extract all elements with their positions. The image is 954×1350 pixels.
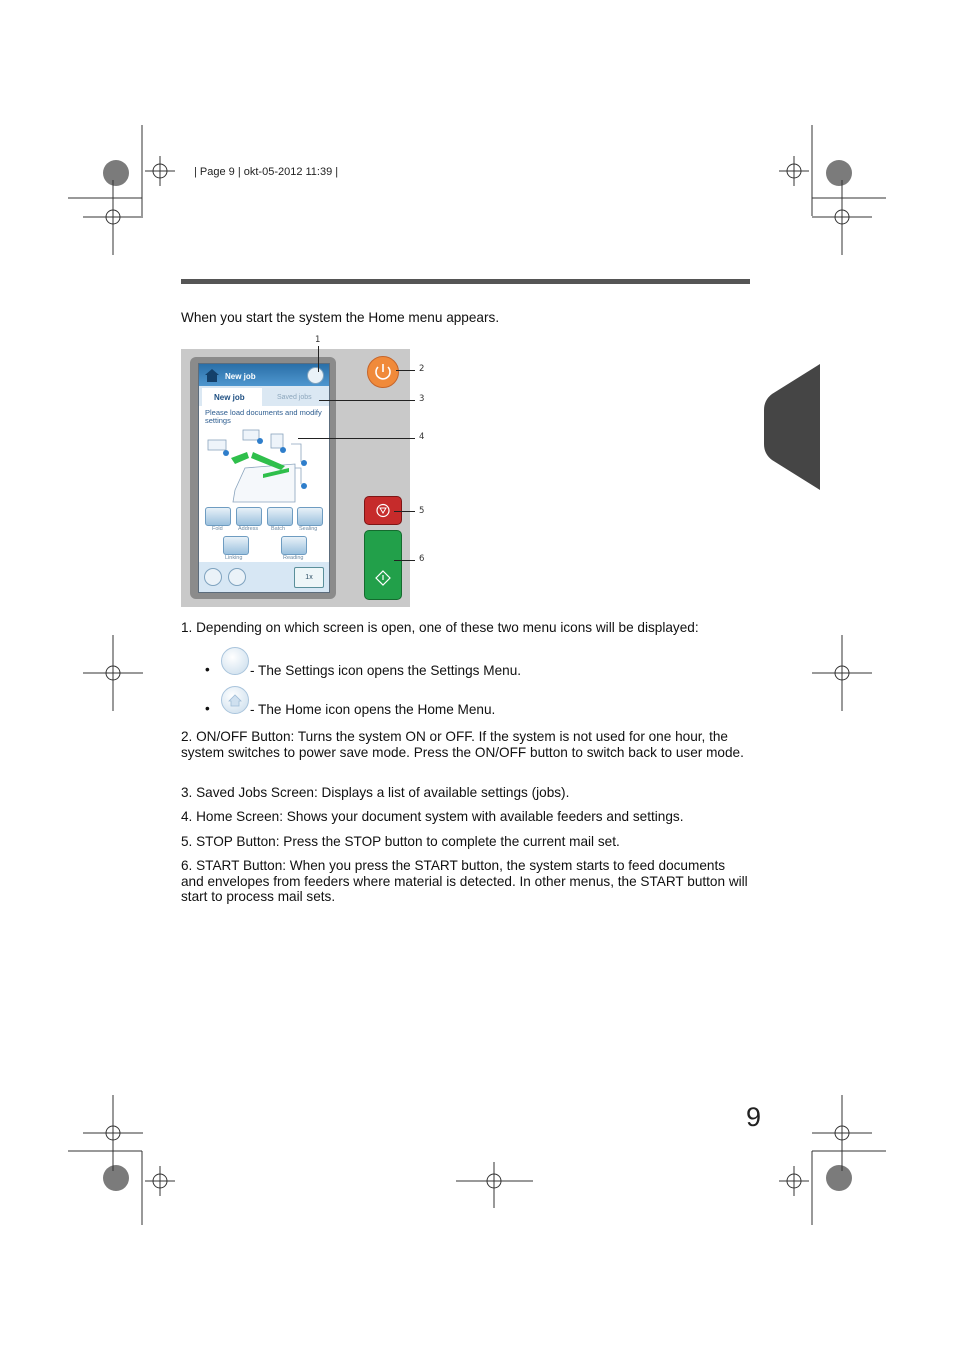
tile-label-address: Address — [238, 526, 259, 532]
callout-1: 1 — [315, 335, 321, 345]
power-icon — [368, 357, 398, 387]
item-2-text: 2. ON/OFF Button: Turns the system ON or OFF. If the system is not used for one hour, the system switches to power save mode. Press the ON/OFF button to switch back to user mode. — [181, 729, 744, 760]
callout-line-5 — [394, 511, 415, 512]
callout-line-3 — [319, 400, 415, 401]
item-4-text: 4. Home Screen: Shows your document system with available feeders and settings. — [181, 809, 684, 824]
intro-text: When you start the system the Home menu appears. — [181, 310, 500, 325]
mail-set-counter[interactable]: 1x — [294, 567, 324, 588]
page-number: 9 — [746, 1102, 762, 1132]
callout-line-2 — [396, 370, 415, 371]
item-1-text: 1. Depending on which screen is open, one of these two menu icons will be displayed: — [181, 620, 699, 635]
tile-label-linking: Linking — [225, 555, 243, 561]
tile-batch[interactable] — [267, 507, 293, 526]
tile-label-batch: Batch — [271, 526, 286, 532]
callout-2: 2 — [419, 364, 425, 374]
screen-message: Please load documents and modify settings — [205, 408, 322, 425]
callout-line-4 — [298, 438, 415, 439]
page-stamp: | Page 9 | okt-05-2012 11:39 | — [194, 166, 339, 178]
callout-line-6 — [394, 560, 415, 561]
tile-fold[interactable] — [205, 507, 231, 526]
inserter-diagram-icon — [205, 428, 323, 506]
callout-6: 6 — [419, 554, 425, 564]
item-6-text: 6. START Button: When you press the START button, the system starts to feed documents and envelopes from feeders where material is detected. In other menus, the START button will start to process mail sets. — [181, 858, 748, 904]
tile-address[interactable] — [236, 507, 262, 526]
home-icon-description: - The Home icon opens the Home Menu. — [250, 702, 496, 717]
tile-reading[interactable] — [281, 536, 307, 555]
tile-linking[interactable] — [223, 536, 249, 555]
bullet-settings: • — [205, 662, 210, 677]
callout-4: 4 — [419, 432, 425, 442]
section-rule — [181, 279, 750, 284]
settings-icon-description: - The Settings icon opens the Settings Menu. — [250, 663, 522, 678]
callout-line-1 — [318, 346, 319, 372]
screen-title: New job — [225, 372, 256, 381]
tab-saved-jobs-label[interactable]: Saved jobs — [277, 394, 312, 401]
tile-label-fold: Fold — [212, 526, 223, 532]
tile-label-sealing: Sealing — [299, 526, 318, 532]
power-button[interactable] — [367, 356, 399, 388]
settings-icon[interactable] — [307, 367, 324, 384]
home-icon — [204, 367, 220, 383]
home-menu-icon — [221, 686, 249, 714]
item-3-text: 3. Saved Jobs Screen: Displays a list of available settings (jobs). — [181, 785, 570, 800]
tab-new-job-label: New job — [214, 393, 245, 402]
trash-icon[interactable] — [204, 568, 222, 586]
callout-5: 5 — [419, 506, 425, 516]
bullet-home: • — [205, 701, 210, 716]
item-5-text: 5. STOP Button: Press the STOP button to complete the current mail set. — [181, 834, 620, 849]
save-icon[interactable] — [228, 568, 246, 586]
start-button[interactable] — [364, 530, 402, 600]
settings-icon — [221, 647, 249, 675]
start-icon — [365, 531, 401, 599]
tile-sealing[interactable] — [297, 507, 323, 526]
chapter-tab — [764, 364, 820, 490]
tile-label-reading: Reading — [283, 555, 304, 561]
touch-screen — [198, 363, 330, 593]
callout-3: 3 — [419, 394, 425, 404]
